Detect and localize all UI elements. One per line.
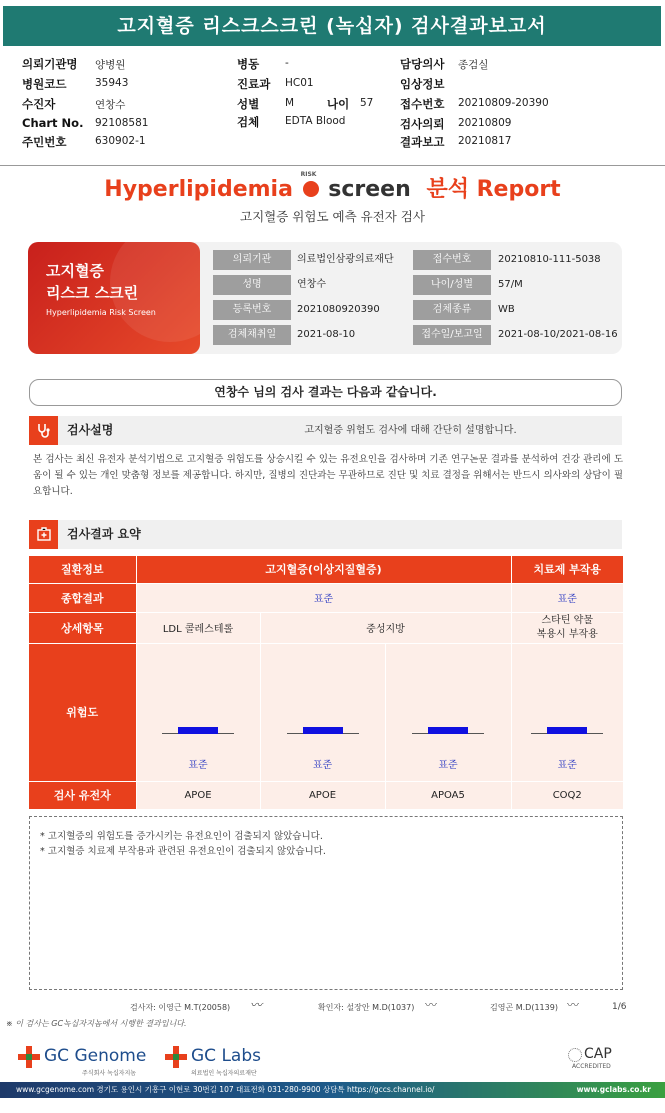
risk-bar xyxy=(178,727,218,734)
website-link[interactable]: www.gclabs.co.kr xyxy=(576,1085,651,1094)
detail-item-line: 스타틴 약물 xyxy=(541,614,593,626)
info-value: 연창수 xyxy=(297,279,326,290)
overall-result: 표준 xyxy=(136,583,511,612)
detail-item: LDL 콜레스테롤 xyxy=(136,612,260,643)
resident-no-value: 630902-1 xyxy=(95,135,146,147)
risk-label: 표준 xyxy=(188,759,208,771)
hospital-name-label: 의뢰기관명 xyxy=(22,57,78,71)
receipt-no-label: 접수번호 xyxy=(400,97,445,111)
section-title: 검사결과 요약 xyxy=(67,527,141,541)
logo-hyperlipidemia: Hyperlipidemia xyxy=(104,177,293,202)
gc-cross-icon xyxy=(18,1046,40,1068)
description-paragraph: 본 검사는 최신 유전자 분석기법으로 고지혈증 위험도를 상승시킬 수 있는 유전요인을 검사하며 기존 연구논문 결과를 분석하여 건강 관리에 도움이 될 수 있는 개인 맞춤형 정보를 제공합니다. 하지만, 질병의 진단과는 무관하므로 진단 및 치료 결정을 위해서는 반드시 의사와의 상담이 필요합니다. xyxy=(33,454,623,497)
result-summary-table xyxy=(29,556,623,809)
row-key: 상세항목 xyxy=(29,612,136,643)
sex-label: 성별 xyxy=(237,97,260,111)
ward-value: - xyxy=(285,57,289,69)
patient-value: 연창수 xyxy=(95,99,126,111)
detail-item: 중성지방 xyxy=(260,612,511,643)
report-date-value: 20210817 xyxy=(458,135,512,147)
info-value: WB xyxy=(498,304,515,315)
row-key: 검사 유전자 xyxy=(29,781,136,809)
info-key: 등록번호 xyxy=(213,300,291,320)
table-row xyxy=(29,781,623,809)
note-line: * 고지혈증 치료제 부작용과 관련된 유전요인이 검출되지 않았습니다. xyxy=(40,846,326,857)
product-card xyxy=(28,242,200,354)
doctor-value: 종검실 xyxy=(458,59,489,71)
table-row xyxy=(29,612,623,643)
table-row xyxy=(29,556,623,583)
gene-value: COQ2 xyxy=(511,781,623,809)
risk-scale xyxy=(412,728,484,734)
doctor-label: 담당의사 xyxy=(400,57,445,71)
sex-value: M xyxy=(285,97,295,109)
info-key: 나이/성별 xyxy=(413,275,491,295)
risk-scale xyxy=(531,728,603,734)
report-logo xyxy=(0,172,665,203)
notes-box xyxy=(29,816,623,990)
report-subtitle: 고지혈증 위험도 예측 유전자 검사 xyxy=(240,209,425,224)
hospital-code-label: 병원코드 xyxy=(22,77,67,91)
result-message: 연창수 님의 검사 결과는 다음과 같습니다. xyxy=(29,379,622,406)
age-value: 57 xyxy=(360,97,374,109)
department-value: HC01 xyxy=(285,77,314,89)
logo-report: 분석 Report xyxy=(426,177,561,202)
row-key: 위험도 xyxy=(29,643,136,781)
info-key: 성명 xyxy=(213,275,291,295)
overall-result: 표준 xyxy=(511,583,623,612)
table-header: 질환정보 xyxy=(29,556,136,583)
confirmer-text: 확인자: 설장안 M.D(1037) xyxy=(318,1003,415,1012)
detail-item-line: 복용시 부작용 xyxy=(536,628,598,640)
gc-genome-name: GC Genome xyxy=(44,1046,147,1066)
info-value: 2021080920390 xyxy=(297,304,380,315)
card-title-en: Hyperlipidemia Risk Screen xyxy=(46,308,156,317)
risk-label: 표준 xyxy=(557,759,577,771)
info-key: 접수번호 xyxy=(413,250,491,270)
info-value: 2021-08-10/2021-08-16 xyxy=(498,329,618,340)
card-title-1: 고지혈증 xyxy=(46,262,104,280)
row-key: 종합결과 xyxy=(29,583,136,612)
confirmer2-text: 김영곤 M.D(1139) xyxy=(490,1003,558,1012)
info-key: 검체채취일 xyxy=(213,325,291,345)
ward-label: 병동 xyxy=(237,57,260,71)
specimen-value: EDTA Blood xyxy=(285,115,346,127)
risk-bar xyxy=(428,727,468,734)
chart-no-label: Chart No. xyxy=(22,116,84,130)
gc-labs-name: GC Labs xyxy=(191,1046,261,1066)
note-line: * 고지혈증의 위험도를 증가시키는 유전요인이 검출되지 않았습니다. xyxy=(40,831,323,842)
info-value: 20210810-111-5038 xyxy=(498,254,601,265)
risk-dot-icon xyxy=(300,171,319,197)
risk-cell xyxy=(511,643,623,781)
clinical-info-label: 임상정보 xyxy=(400,77,445,91)
gene-value: APOA5 xyxy=(385,781,511,809)
request-date-label: 검사의뢰 xyxy=(400,117,445,131)
info-key: 검체종류 xyxy=(413,300,491,320)
medical-kit-icon xyxy=(29,520,58,549)
confirmer2-signature: 〰 xyxy=(567,998,580,1012)
logo-risk: RISK xyxy=(300,171,317,178)
examiner-signature: 〰 xyxy=(250,998,263,1012)
report-header xyxy=(0,48,665,166)
risk-scale xyxy=(287,728,359,734)
document-title: 고지혈증 리스크스크린 (녹십자) 검사결과보고서 xyxy=(3,6,661,46)
table-row xyxy=(29,643,623,781)
detail-item xyxy=(511,612,623,643)
hospital-code-value: 35943 xyxy=(95,77,129,89)
footer-note: ※ 이 검사는 GC녹십자지놈에서 시행한 결과입니다. xyxy=(6,1019,187,1028)
page-number: 1/6 xyxy=(612,1002,627,1012)
section-description-text: 고지혈증 위험도 검사에 대해 간단히 설명합니다. xyxy=(304,425,517,436)
cap-name: CAP xyxy=(584,1046,612,1062)
risk-label: 표준 xyxy=(438,759,458,771)
gc-genome-sub: 주식회사 녹십자지놈 xyxy=(82,1070,137,1077)
table-row xyxy=(29,583,623,612)
info-value: 의료법인삼광의료재단 xyxy=(297,254,394,265)
cap-sub: ACCREDITED xyxy=(572,1063,611,1070)
confirmer-signature: 〰 xyxy=(425,998,438,1012)
card-title-2: 리스크 스크린 xyxy=(46,284,139,302)
report-date-label: 결과보고 xyxy=(400,135,445,149)
gene-value: APOE xyxy=(260,781,385,809)
info-value: 2021-08-10 xyxy=(297,329,356,340)
specimen-label: 검체 xyxy=(237,115,260,129)
table-header: 치료제 부작용 xyxy=(511,556,623,583)
section-summary xyxy=(29,520,622,549)
bottom-contact-bar xyxy=(0,1082,665,1098)
info-key: 접수일/보고일 xyxy=(413,325,491,345)
stethoscope-icon xyxy=(29,416,58,445)
risk-cell xyxy=(260,643,385,781)
risk-label: 표준 xyxy=(312,759,333,771)
risk-bar xyxy=(547,727,587,734)
gc-labs-sub: 의료법인 녹십자의료재단 xyxy=(191,1070,257,1077)
gc-cross-icon xyxy=(165,1046,187,1068)
department-label: 진료과 xyxy=(237,77,271,91)
age-label: 나이 xyxy=(327,97,350,111)
resident-no-label: 주민번호 xyxy=(22,135,67,149)
cap-accredited-logo xyxy=(568,1046,628,1078)
info-key: 의뢰기관 xyxy=(213,250,291,270)
hospital-name-value: 양병원 xyxy=(95,59,126,71)
request-date-value: 20210809 xyxy=(458,117,512,129)
risk-cell xyxy=(136,643,260,781)
cap-seal-icon xyxy=(568,1048,582,1062)
patient-label: 수진자 xyxy=(22,97,56,111)
table-header: 고지혈증(이상지질혈증) xyxy=(136,556,511,583)
examiner-text: 검사자: 이영근 M.T(20058) xyxy=(130,1003,231,1012)
section-description xyxy=(29,416,622,445)
risk-cell xyxy=(385,643,511,781)
gene-value: APOE xyxy=(136,781,260,809)
risk-scale xyxy=(162,728,234,734)
risk-bar xyxy=(303,727,343,734)
section-title: 검사설명 xyxy=(67,423,114,437)
receipt-no-value: 20210809-20390 xyxy=(458,97,549,109)
chart-no-value: 92108581 xyxy=(95,117,149,129)
contact-info: www.gcgenome.com 경기도 용인시 기흥구 이현로 30번길 107 대표전화 031-280-9900 상담톡 https://gccs.channel.io/ xyxy=(16,1085,435,1094)
info-value: 57/M xyxy=(498,279,523,290)
logo-screen: screen xyxy=(328,177,411,202)
